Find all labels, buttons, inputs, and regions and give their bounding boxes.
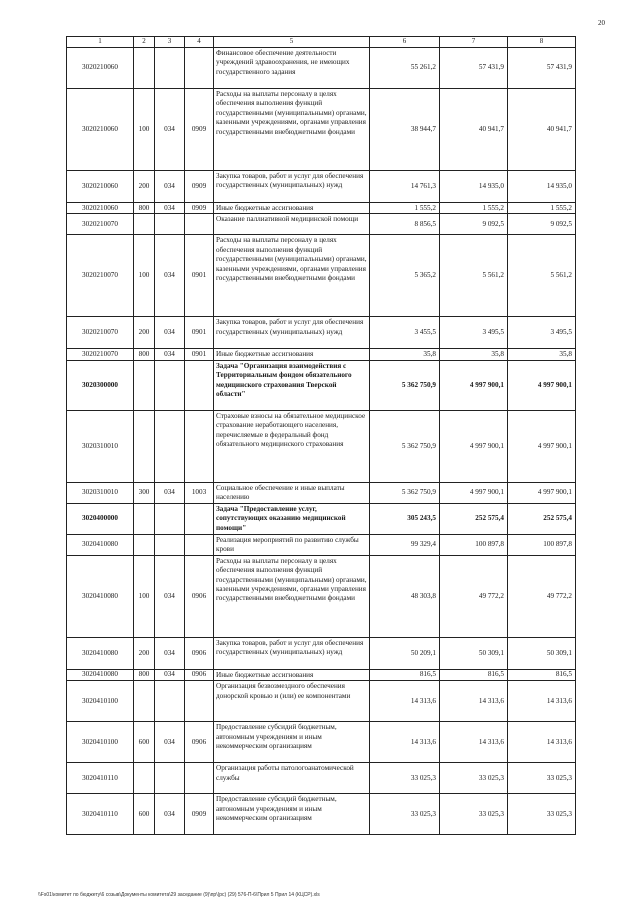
cell-value-col8: 50 309,1: [508, 637, 576, 669]
table-row: [67, 48, 576, 89]
cell-name: Предоставление субсидий бюджетным, автономным учреждениям и иным некоммерческим организациям: [214, 794, 370, 835]
cell-value-col8: 49 772,2: [508, 555, 576, 637]
cell-rz: [185, 48, 214, 89]
cell-rz: 0906: [185, 669, 214, 680]
table-body: [67, 37, 576, 835]
cell-value-col6: 5 362 750,9: [370, 482, 440, 503]
cell-ved: 034: [155, 482, 185, 503]
table-row: [67, 722, 576, 763]
cell-value-col6: 99 329,4: [370, 534, 440, 555]
cell-name: Расходы на выплаты персоналу в целях обеспечения выполнения функций государственными (муниципальными) органами, казенными учреждениями, органами управления государственными внебюджетными фондами: [214, 235, 370, 317]
cell-ved: 034: [155, 317, 185, 349]
cell-value-col6: 55 261,2: [370, 48, 440, 89]
cell-value-col6: 33 025,3: [370, 794, 440, 835]
cell-value-col6: 33 025,3: [370, 763, 440, 794]
cell-value-col8: 14 935,0: [508, 171, 576, 203]
cell-ved: 034: [155, 89, 185, 171]
cell-rz: [185, 360, 214, 410]
cell-ved: [155, 410, 185, 482]
cell-vr: [134, 410, 155, 482]
cell-name: Организация безвозмездного обеспечения донорской кровью и (или) ее компонентами: [214, 681, 370, 722]
cell-code: 3020410080: [67, 637, 134, 669]
table-row: [67, 171, 576, 203]
cell-code: 3020410100: [67, 722, 134, 763]
cell-value-col6: 5 365,2: [370, 235, 440, 317]
table-row: [67, 503, 576, 534]
cell-value-col8: 14 313,6: [508, 722, 576, 763]
cell-value-col6: 14 761,3: [370, 171, 440, 203]
cell-value-col6: 38 944,7: [370, 89, 440, 171]
cell-vr: [134, 214, 155, 235]
cell-value-col7: 57 431,9: [440, 48, 508, 89]
header-row: [67, 37, 576, 48]
table-row: [67, 534, 576, 555]
cell-rz: [185, 534, 214, 555]
cell-code: 3020410100: [67, 681, 134, 722]
cell-code: 3020210070: [67, 214, 134, 235]
table-row: [67, 203, 576, 214]
header-cell: 1: [67, 37, 134, 48]
header-cell: 2: [134, 37, 155, 48]
cell-rz: 0906: [185, 637, 214, 669]
budget-table: [66, 36, 576, 835]
cell-code: 3020210060: [67, 171, 134, 203]
header-cell: 7: [440, 37, 508, 48]
cell-name: Организация работы патологоанатомической службы: [214, 763, 370, 794]
table-row: [67, 555, 576, 637]
table-row: [67, 214, 576, 235]
cell-vr: 800: [134, 349, 155, 360]
cell-ved: [155, 763, 185, 794]
cell-name: Страховые взносы на обязательное медицинское страхование неработающего населения, перечисляемые в федеральный фонд обязательного медицинского страхования: [214, 410, 370, 482]
cell-rz: 0909: [185, 171, 214, 203]
cell-value-col6: 14 313,6: [370, 681, 440, 722]
cell-name: Задача "Предоставление услуг, сопутствующих оказанию медицинской помощи": [214, 503, 370, 534]
cell-name: Закупка товаров, работ и услуг для обеспечения государственных (муниципальных) нужд: [214, 317, 370, 349]
cell-rz: [185, 503, 214, 534]
table-row: [67, 669, 576, 680]
cell-value-col7: 14 935,0: [440, 171, 508, 203]
cell-value-col6: 305 243,5: [370, 503, 440, 534]
cell-code: 3020300000: [67, 360, 134, 410]
cell-rz: [185, 681, 214, 722]
cell-code: 3020210060: [67, 48, 134, 89]
cell-code: 3020310010: [67, 410, 134, 482]
cell-rz: 0909: [185, 794, 214, 835]
cell-value-col6: 1 555,2: [370, 203, 440, 214]
cell-value-col6: 50 209,1: [370, 637, 440, 669]
cell-value-col6: 5 362 750,9: [370, 360, 440, 410]
cell-ved: 034: [155, 349, 185, 360]
cell-value-col8: 35,8: [508, 349, 576, 360]
cell-value-col7: 816,5: [440, 669, 508, 680]
cell-ved: 034: [155, 722, 185, 763]
cell-ved: [155, 534, 185, 555]
cell-value-col8: 4 997 900,1: [508, 482, 576, 503]
cell-code: 3020210060: [67, 203, 134, 214]
cell-vr: [134, 763, 155, 794]
cell-ved: 034: [155, 235, 185, 317]
cell-value-col7: 1 555,2: [440, 203, 508, 214]
header-cell: 6: [370, 37, 440, 48]
cell-value-col8: 3 495,5: [508, 317, 576, 349]
cell-value-col8: 9 092,5: [508, 214, 576, 235]
header-cell: 8: [508, 37, 576, 48]
cell-value-col7: 4 997 900,1: [440, 482, 508, 503]
cell-name: Расходы на выплаты персоналу в целях обеспечения выполнения функций государственными (муниципальными) органами, казенными учреждениями, органами управления государственными внебюджетными фондами: [214, 555, 370, 637]
cell-ved: [155, 48, 185, 89]
cell-value-col7: 40 941,7: [440, 89, 508, 171]
cell-value-col6: 48 303,8: [370, 555, 440, 637]
cell-name: Реализация мероприятий по развитию службы крови: [214, 534, 370, 555]
cell-rz: 0906: [185, 722, 214, 763]
cell-name: Иные бюджетные ассигнования: [214, 349, 370, 360]
cell-value-col7: 5 561,2: [440, 235, 508, 317]
cell-value-col8: 4 997 900,1: [508, 410, 576, 482]
cell-ved: 034: [155, 203, 185, 214]
cell-name: Оказание паллиативной медицинской помощи: [214, 214, 370, 235]
cell-value-col7: 4 997 900,1: [440, 410, 508, 482]
cell-value-col6: 816,5: [370, 669, 440, 680]
header-cell: 4: [185, 37, 214, 48]
cell-value-col6: 3 455,5: [370, 317, 440, 349]
cell-vr: [134, 48, 155, 89]
file-path-footer: \\Fs01\комитет по бюджету\6 созыв\Документы комитета\29 заседание (9)\пр\(рс) (29) 576-П-6\Прил 5 Прил 14 (КЦСР).xls: [38, 892, 320, 898]
cell-value-col8: 5 561,2: [508, 235, 576, 317]
cell-code: 3020210060: [67, 89, 134, 171]
cell-value-col8: 4 997 900,1: [508, 360, 576, 410]
cell-rz: 1003: [185, 482, 214, 503]
budget-table-container: [66, 36, 576, 835]
cell-value-col8: 33 025,3: [508, 794, 576, 835]
cell-code: 3020410110: [67, 794, 134, 835]
cell-value-col7: 9 092,5: [440, 214, 508, 235]
cell-value-col7: 50 309,1: [440, 637, 508, 669]
cell-ved: [155, 503, 185, 534]
cell-value-col7: 33 025,3: [440, 794, 508, 835]
cell-value-col8: 57 431,9: [508, 48, 576, 89]
cell-value-col7: 4 997 900,1: [440, 360, 508, 410]
cell-name: Предоставление субсидий бюджетным, автономным учреждениям и иным некоммерческим организациям: [214, 722, 370, 763]
cell-value-col7: 252 575,4: [440, 503, 508, 534]
cell-vr: 200: [134, 637, 155, 669]
cell-value-col6: 8 856,5: [370, 214, 440, 235]
cell-name: Социальное обеспечение и иные выплаты населению: [214, 482, 370, 503]
cell-vr: 200: [134, 171, 155, 203]
table-row: [67, 317, 576, 349]
table-row: [67, 763, 576, 794]
cell-value-col7: 3 495,5: [440, 317, 508, 349]
cell-value-col6: 5 362 750,9: [370, 410, 440, 482]
cell-vr: [134, 534, 155, 555]
cell-vr: 600: [134, 794, 155, 835]
cell-ved: 034: [155, 794, 185, 835]
cell-value-col7: 100 897,8: [440, 534, 508, 555]
cell-vr: [134, 360, 155, 410]
cell-value-col7: 14 313,6: [440, 681, 508, 722]
table-row: [67, 637, 576, 669]
cell-vr: 600: [134, 722, 155, 763]
cell-rz: 0909: [185, 203, 214, 214]
cell-name: Закупка товаров, работ и услуг для обеспечения государственных (муниципальных) нужд: [214, 637, 370, 669]
cell-ved: 034: [155, 171, 185, 203]
cell-vr: 100: [134, 89, 155, 171]
cell-name: Расходы на выплаты персоналу в целях обеспечения выполнения функций государственными (муниципальными) органами, казенными учреждениями, органами управления государственными внебюджетными фондами: [214, 89, 370, 171]
cell-code: 3020210070: [67, 349, 134, 360]
cell-rz: 0901: [185, 317, 214, 349]
cell-value-col7: 35,8: [440, 349, 508, 360]
cell-ved: 034: [155, 555, 185, 637]
table-row: [67, 89, 576, 171]
cell-name: Закупка товаров, работ и услуг для обеспечения государственных (муниципальных) нужд: [214, 171, 370, 203]
table-row: [67, 681, 576, 722]
cell-rz: 0909: [185, 89, 214, 171]
cell-value-col8: 14 313,6: [508, 681, 576, 722]
table-row: [67, 360, 576, 410]
cell-code: 3020410080: [67, 669, 134, 680]
cell-vr: 100: [134, 555, 155, 637]
header-cell: 3: [155, 37, 185, 48]
cell-name: Иные бюджетные ассигнования: [214, 203, 370, 214]
cell-vr: 100: [134, 235, 155, 317]
cell-value-col6: 35,8: [370, 349, 440, 360]
cell-rz: [185, 214, 214, 235]
cell-vr: [134, 681, 155, 722]
table-row: [67, 349, 576, 360]
cell-value-col7: 49 772,2: [440, 555, 508, 637]
cell-value-col8: 816,5: [508, 669, 576, 680]
cell-code: 3020210070: [67, 235, 134, 317]
cell-rz: 0901: [185, 235, 214, 317]
cell-vr: [134, 503, 155, 534]
cell-rz: [185, 763, 214, 794]
cell-code: 3020410080: [67, 555, 134, 637]
cell-value-col6: 14 313,6: [370, 722, 440, 763]
cell-ved: [155, 360, 185, 410]
cell-ved: [155, 214, 185, 235]
cell-vr: 800: [134, 669, 155, 680]
cell-ved: 034: [155, 669, 185, 680]
cell-ved: [155, 681, 185, 722]
cell-code: 3020400000: [67, 503, 134, 534]
page-number: 20: [598, 19, 605, 27]
table-row: [67, 410, 576, 482]
table-row: [67, 794, 576, 835]
header-cell: 5: [214, 37, 370, 48]
cell-rz: 0901: [185, 349, 214, 360]
cell-value-col8: 1 555,2: [508, 203, 576, 214]
cell-vr: 200: [134, 317, 155, 349]
cell-name: Иные бюджетные ассигнования: [214, 669, 370, 680]
cell-value-col8: 33 025,3: [508, 763, 576, 794]
cell-code: 3020410110: [67, 763, 134, 794]
cell-vr: 800: [134, 203, 155, 214]
cell-value-col8: 252 575,4: [508, 503, 576, 534]
cell-value-col8: 40 941,7: [508, 89, 576, 171]
cell-name: Финансовое обеспечение деятельности учреждений здравоохранения, не имеющих государственного задания: [214, 48, 370, 89]
cell-code: 3020410080: [67, 534, 134, 555]
table-row: [67, 235, 576, 317]
cell-value-col8: 100 897,8: [508, 534, 576, 555]
cell-code: 3020210070: [67, 317, 134, 349]
cell-code: 3020310010: [67, 482, 134, 503]
cell-rz: [185, 410, 214, 482]
table-row: [67, 482, 576, 503]
cell-ved: 034: [155, 637, 185, 669]
cell-rz: 0906: [185, 555, 214, 637]
cell-vr: 300: [134, 482, 155, 503]
cell-name: Задача "Организация взаимодействия с Территориальным фондом обязательного медицинского страхования Тверской области": [214, 360, 370, 410]
cell-value-col7: 14 313,6: [440, 722, 508, 763]
cell-value-col7: 33 025,3: [440, 763, 508, 794]
